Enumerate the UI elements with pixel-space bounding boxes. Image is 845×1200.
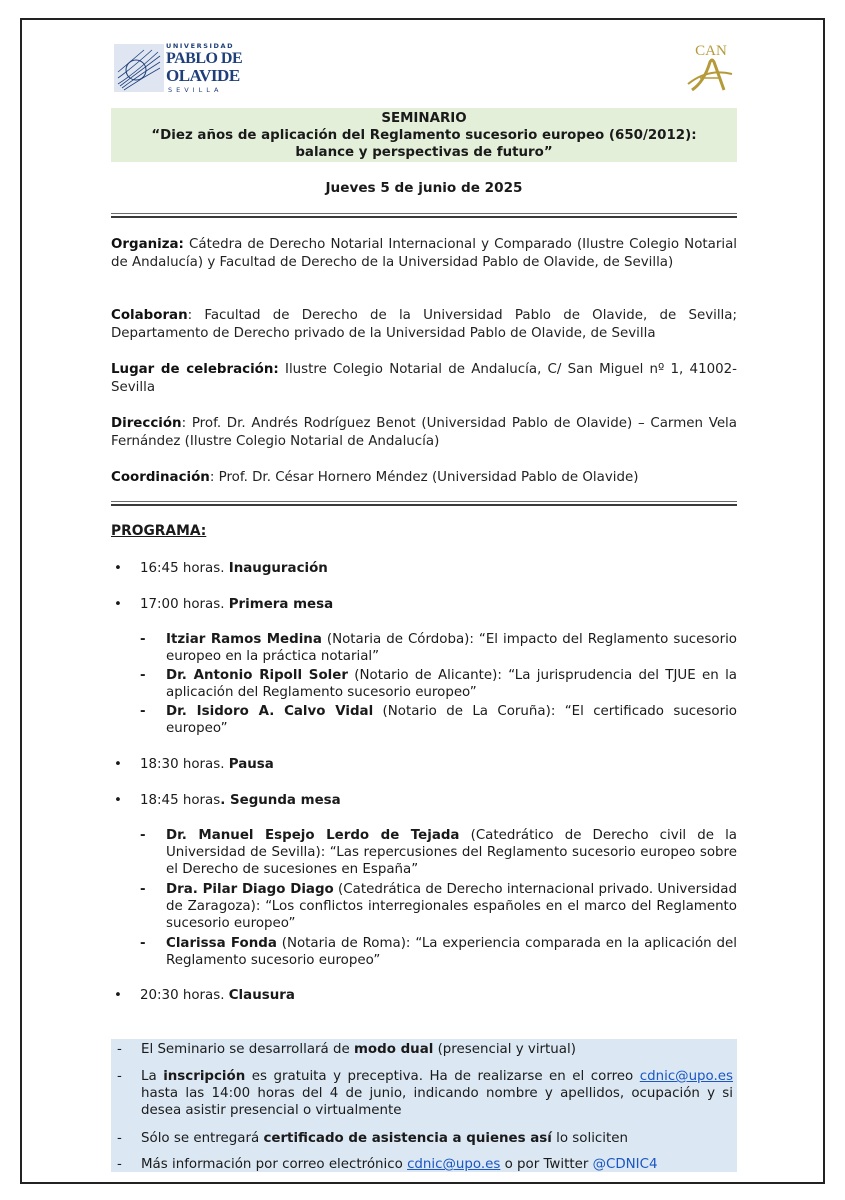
programa-label: Clausura — [228, 988, 295, 1003]
programa-label: Primera mesa — [228, 597, 334, 612]
speaker-name: Dr. Antonio Ripoll Soler — [166, 668, 348, 683]
bullet-icon: • — [114, 988, 122, 1003]
dash-icon: - — [140, 828, 146, 843]
note-bold: inscripción — [163, 1069, 246, 1084]
programa-label: Inauguración — [228, 561, 328, 576]
programa-label: Pausa — [228, 757, 274, 772]
seminar-label: SEMINARIO — [381, 111, 467, 126]
lugar-label: Lugar de celebración: — [111, 362, 279, 377]
direccion-label: Dirección — [111, 416, 182, 431]
programa-time: 18:30 horas. — [140, 757, 229, 772]
upo-logo-line2: PABLO DE — [166, 50, 243, 67]
dash-icon: - — [117, 1131, 122, 1146]
speaker-talk: (Catedrático de Derecho civil de la Universidad de Sevilla): “Las repercusiones del Reglamento sucesorio europeo sobre el Derecho de sucesiones en España” — [166, 828, 738, 877]
document-page — [20, 18, 825, 1184]
note-text: es gratuita y preceptiva. Ha de realizarse en el correo — [245, 1069, 640, 1084]
coordinacion-paragraph — [111, 469, 737, 487]
direccion-text: : Prof. Dr. Andrés Rodríguez Benot (Universidad Pablo de Olavide) – Carmen Vela Fernández (Ilustre Colegio Notarial de Andalucía) — [111, 416, 737, 449]
colaboran-label: Colaboran — [111, 308, 188, 323]
coordinacion-label: Coordinación — [111, 470, 210, 485]
upo-logo — [114, 40, 244, 96]
note-text: lo soliciten — [551, 1131, 628, 1146]
speaker-name: Clarissa Fonda — [166, 936, 277, 951]
direccion-paragraph — [111, 415, 737, 451]
seminar-title-line2: balance y perspectivas de futuro” — [295, 145, 553, 160]
speaker-talk: (Catedrática de Derecho internacional privado. Universidad de Zaragoza): “Los conflictos interregionales españoles en el marco del Reglamento sucesorio europeo” — [166, 882, 737, 931]
note-text: Sólo se entregará — [141, 1131, 264, 1146]
speaker-name: Dr. Manuel Espejo Lerdo de Tejada — [166, 828, 460, 843]
note-text: La — [141, 1069, 164, 1084]
can-logo — [682, 38, 740, 98]
note-text: (presencial y virtual) — [433, 1042, 576, 1057]
upo-logo-line1: UNIVERSIDAD — [166, 42, 235, 50]
programa-time: 20:30 horas. — [140, 988, 229, 1003]
dash-icon: - — [117, 1069, 122, 1084]
programa-time: 18:45 horas — [140, 793, 221, 808]
lugar-text: Ilustre Colegio Notarial de Andalucía, C/ San Miguel nº 1, 41002-Sevilla — [111, 362, 737, 395]
upo-seal-icon — [114, 44, 164, 92]
bullet-icon: • — [114, 561, 122, 576]
programa-label: . Segunda mesa — [220, 793, 341, 808]
bullet-icon: • — [114, 597, 122, 612]
seminar-title-box — [111, 108, 737, 162]
programa-time: 16:45 horas. — [140, 561, 229, 576]
speaker-talk: (Notario de La Coruña): “El certificado sucesorio europeo” — [166, 704, 737, 736]
organiza-paragraph — [111, 236, 737, 272]
divider — [111, 504, 737, 506]
programa-title: PROGRAMA: — [111, 523, 207, 539]
organiza-label: Organiza: — [111, 237, 184, 252]
speaker-name: Dr. Isidoro A. Calvo Vidal — [166, 704, 374, 719]
notes-box — [111, 1039, 737, 1172]
colaboran-paragraph — [111, 307, 737, 343]
speaker-name: Itziar Ramos Medina — [166, 632, 322, 647]
speaker-talk: (Notaria de Roma): “La experiencia comparada en la aplicación del Reglamento sucesorio europeo” — [166, 936, 737, 968]
dash-icon: - — [140, 704, 146, 719]
dash-icon: - — [140, 936, 146, 951]
note-text: El Seminario se desarrollará de — [141, 1042, 354, 1057]
colaboran-text: : Facultad de Derecho de la Universidad Pablo de Olavide, de Sevilla; Departamento de Derecho privado de la Universidad Pablo de Olavide, de Sevilla — [111, 308, 737, 341]
divider — [111, 501, 737, 502]
coordinacion-text: : Prof. Dr. César Hornero Méndez (Universidad Pablo de Olavide) — [209, 470, 639, 485]
twitter-handle[interactable]: @CDNIC4 — [592, 1157, 658, 1172]
speaker-talk: (Notario de Alicante): “La jurisprudencia del TJUE en la aplicación del Reglamento sucesorio europeo” — [166, 668, 738, 700]
divider — [111, 213, 737, 214]
dash-icon: - — [140, 632, 146, 647]
lugar-paragraph — [111, 361, 737, 397]
email-link[interactable]: cdnic@upo.es — [639, 1069, 733, 1084]
dash-icon: - — [117, 1042, 122, 1057]
note-text: hasta las 14:00 horas del 4 de junio, indicando nombre y apellidos, ocupación y si desea asistir presencial o virtualmente — [141, 1086, 733, 1118]
note-text: Más información por correo electrónico — [141, 1157, 408, 1172]
speaker-name: Dra. Pilar Diago Diago — [166, 882, 334, 897]
note-bold: modo dual — [353, 1042, 434, 1057]
divider — [111, 216, 737, 218]
dash-icon: - — [117, 1157, 122, 1172]
note-bold: certificado de asistencia a quienes así — [263, 1131, 552, 1146]
upo-logo-line3: OLAVIDE — [166, 66, 240, 85]
programa-time: 17:00 horas. — [140, 597, 229, 612]
email-link[interactable]: cdnic@upo.es — [407, 1157, 501, 1172]
organiza-text: Cátedra de Derecho Notarial Internacional y Comparado (Ilustre Colegio Notarial de Andalucía) y Facultad de Derecho de la Universidad Pablo de Olavide, de Sevilla) — [111, 237, 737, 270]
upo-logo-line4: SEVILLA — [168, 86, 223, 94]
bullet-icon: • — [114, 757, 122, 772]
seminar-title-line1: “Diez años de aplicación del Reglamento sucesorio europeo (650/2012): — [151, 128, 697, 143]
note-text: o por Twitter — [500, 1157, 593, 1172]
bullet-icon: • — [114, 793, 122, 808]
dash-icon: - — [140, 668, 146, 683]
dash-icon: - — [140, 882, 146, 897]
can-logo-text: CAN — [695, 43, 727, 59]
seminar-date: Jueves 5 de junio de 2025 — [325, 180, 523, 196]
speaker-talk: (Notaria de Córdoba): “El impacto del Reglamento sucesorio europeo en la práctica notarial” — [166, 632, 737, 664]
